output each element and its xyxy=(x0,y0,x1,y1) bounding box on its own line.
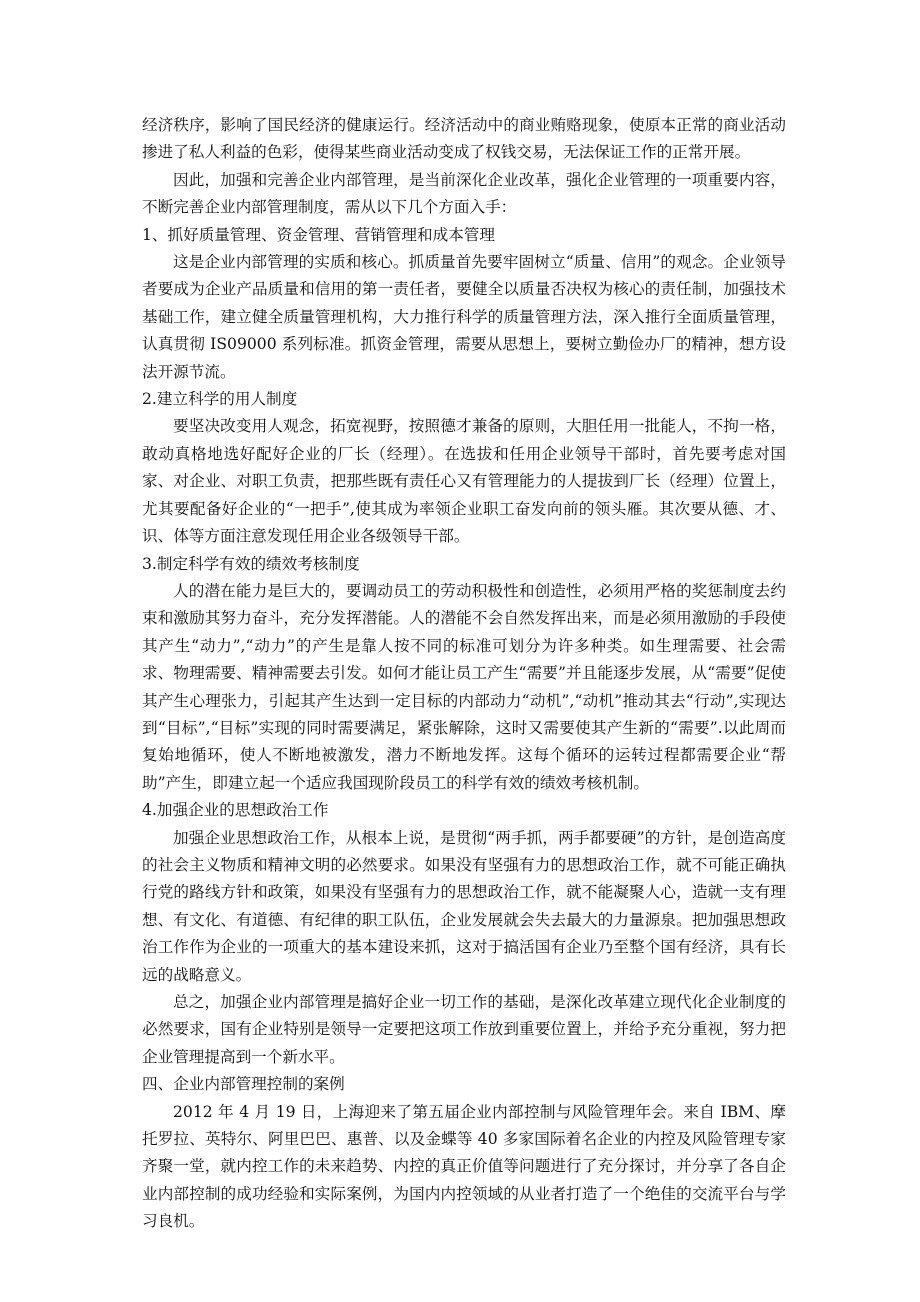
paragraph-continuation: 经济秩序，影响了国民经济的健康运行。经济活动中的商业贿赂现象，使原本正常的商业活动掺进了私人利益的色彩，使得某些商业活动变成了权钱交易，无法保证工作的正常开展。 xyxy=(142,116,786,162)
section-heading-3: 3.制定科学有效的绩效考核制度 xyxy=(142,554,360,573)
paragraph-summary: 总之，加强企业内部管理是搞好企业一切工作的基础，是深化改革建立现代化企业制度的必然要求，国有企业特别是领导一定要把这项工作放到重要位置上，并给予充分重视，努力把企业管理提高到一个新水平。 xyxy=(142,993,786,1066)
paragraph-section-1: 这是企业内部管理的实质和核心。抓质量首先要牢固树立“质量、信用”的观念。企业领导者要成为企业产品质量和信用的第一责任者，要健全以质量否决权为核心的责任制，加强技术基础工作，建立健全质量管理机构，大力推行科学的质量管理方法，深入推行全面质量管理，认真贯彻 IS09000 系列标准。抓资金管理，需要从思想上，要树立勤俭办厂的精神，想方设法开源节流。 xyxy=(142,253,786,381)
section-heading-4: 4.加强企业的思想政治工作 xyxy=(142,801,329,820)
paragraph-section-4: 加强企业思想政治工作，从根本上说，是贯彻“两手抓，两手都要硬”的方针，是创造高度的社会主义物质和精神文明的必然要求。如果没有坚强有力的思想政治工作，就不可能正确执行党的路线方针和政策，如果没有坚强有力的思想政治工作，就不能凝聚人心，造就一支有理想、有文化、有道德、有纪律的职工队伍，企业发展就会失去最大的力量源泉。把加强思想政治工作作为企业的一项重大的基本建设来抓，这对于搞活国有企业乃至整个国有经济，具有长远的战略意义。 xyxy=(142,828,786,984)
paragraph-case-study: 2012 年 4 月 19 日，上海迎来了第五届企业内部控制与风险管理年会。来自 IBM、摩托罗拉、英特尔、阿里巴巴、惠普、以及金蝶等 40 多家国际着名企业的内控及风险管理专家齐聚一堂，就内控工作的未来趋势、内控的真正价值等问题进行了充分探讨，并分享了各自企业内部控制的成功经验和实际案例，为国内内控领域的从业者打造了一个绝佳的交流平台与学习良机。 xyxy=(142,1102,786,1231)
document-page xyxy=(142,112,786,1236)
section-heading-1: 1、抓好质量管理、资金管理、营销管理和成本管理 xyxy=(142,225,495,244)
paragraph-section-2: 要坚决改变用人观念，拓宽视野，按照德才兼备的原则，大胆任用一批能人，不拘一格，敢动真格地选好配好企业的厂长（经理）。在选拔和任用企业领导干部时，首先要考虑对国家、对企业、对职工负责，把那些既有责任心又有管理能力的人提拔到厂长（经理）位置上，尤其要配备好企业的“一把手”,使其成为率领企业职工奋发向前的领头雁。其次要从德、才、识、体等方面注意发现任用企业各级领导干部。 xyxy=(142,417,786,546)
paragraph-intro: 因此，加强和完善企业内部管理，是当前深化企业改革，强化企业管理的一项重要内容，不断完善企业内部管理制度，需从以下几个方面入手： xyxy=(142,170,786,217)
chapter-heading-4: 四、企业内部管理控制的案例 xyxy=(142,1075,345,1094)
section-heading-2: 2.建立科学的用人制度 xyxy=(142,390,298,409)
paragraph-section-3: 人的潜在能力是巨大的，要调动员工的劳动积极性和创造性，必须用严格的奖惩制度去约束和激励其努力奋斗，充分发挥潜能。人的潜能不会自然发挥出来，而是必须用激励的手段使其产生“动力”,“动力”的产生是靠人按不同的标准可划分为许多种类。如生理需要、社会需求、物理需要、精神需要去引发。如何才能让员工产生“需要”并且能逐步发展，从“需要”促使其产生心理张力，引起其产生达到一定目标的内部动力“动机”,“动机”推动其去“行动”,实现达到“目标”,“目标”实现的同时需要满足，紧张解除，这时又需要使其产生新的“需要”.以此周而复始地循环，使人不断地被激发，潜力不断地发挥。这每个循环的运转过程都需要企业“帮助”产生，即建立起一个适应我国现阶段员工的科学有效的绩效考核机制。 xyxy=(142,581,786,792)
